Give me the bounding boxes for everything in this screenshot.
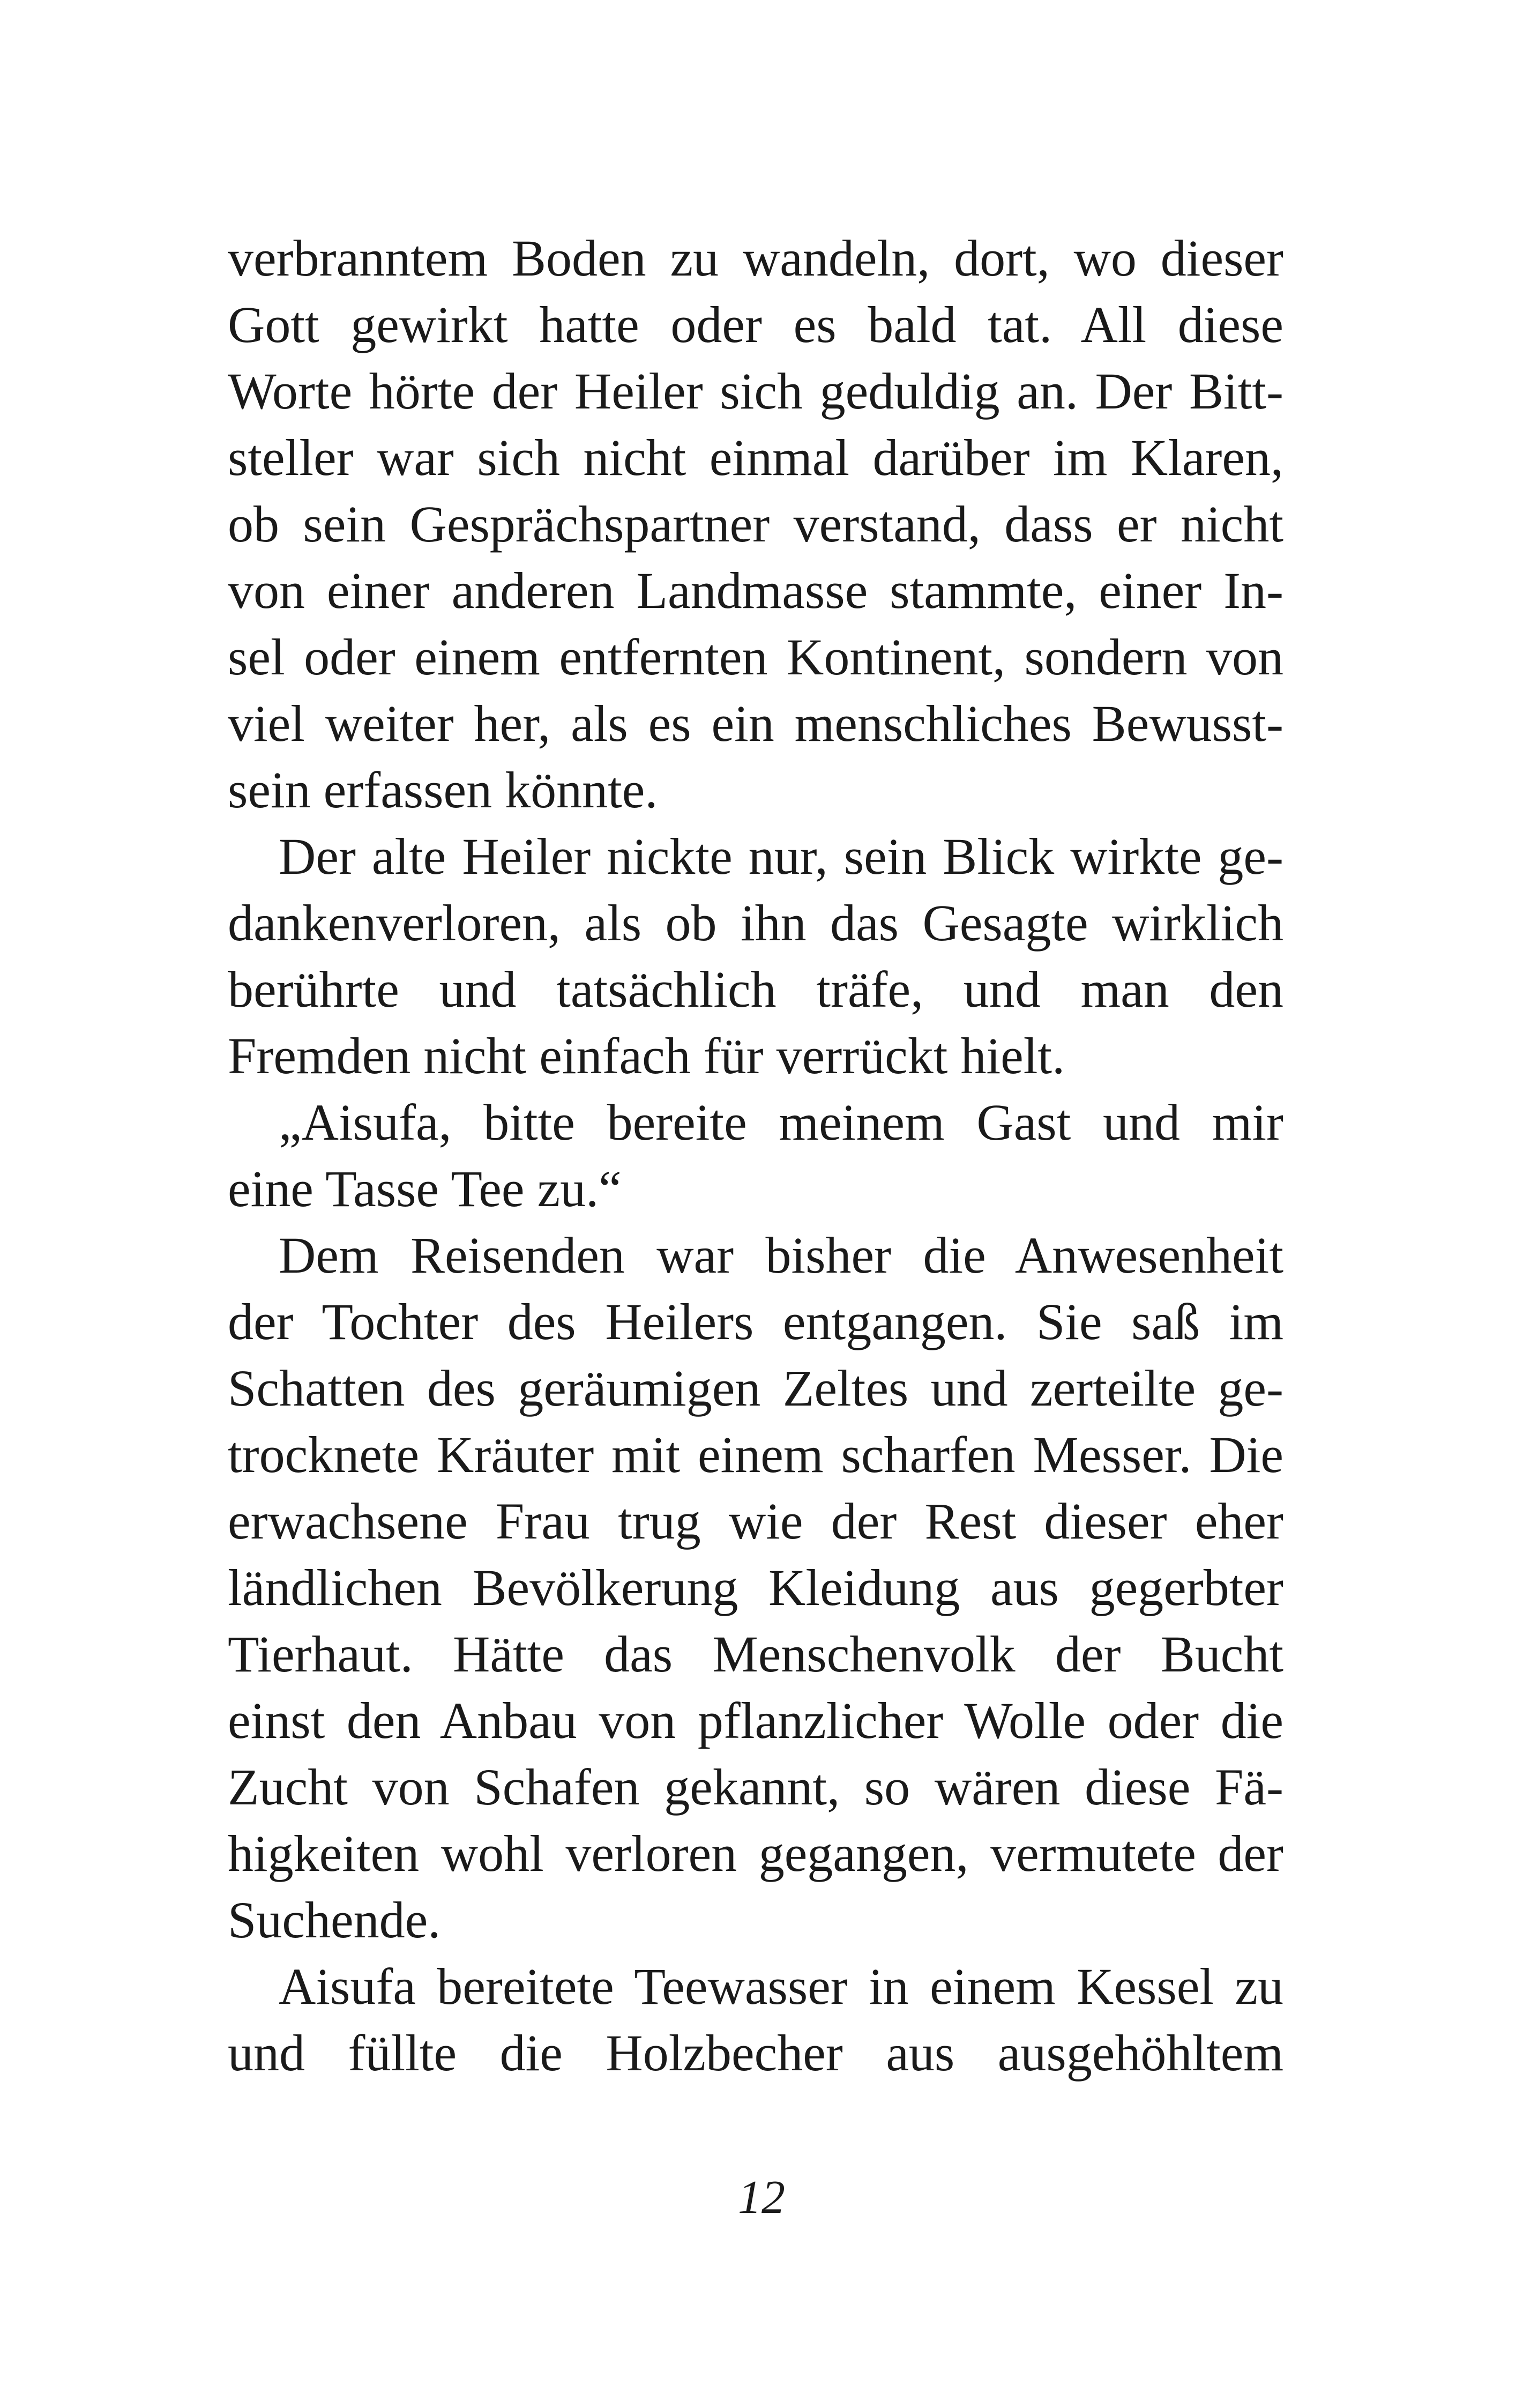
text-line: Tierhaut. Hätte das Menschenvolk der Bucht <box>228 1625 1283 1683</box>
text-line: sel oder einem entfernten Kontinent, sondern von <box>228 628 1283 686</box>
text-line: einst den Anbau von pflanzlicher Wolle oder die <box>228 1692 1283 1749</box>
text-line: Fremden nicht einfach für verrückt hielt. <box>228 1027 1065 1084</box>
text-line: ländlichen Bevölkerung Kleidung aus gegerbter <box>228 1559 1283 1616</box>
text-line: „Aisufa, bitte bereite meinem Gast und mir <box>279 1094 1283 1151</box>
text-line: higkeiten wohl verloren gegangen, vermutete der <box>228 1825 1283 1882</box>
text-line: Dem Reisenden war bisher die Anwesenheit <box>279 1227 1283 1284</box>
text-line: eine Tasse Tee zu.“ <box>228 1160 622 1217</box>
text-line: von einer anderen Landmasse stammte, einer In- <box>228 562 1283 619</box>
text-line: trocknete Kräuter mit einem scharfen Messer. Die <box>228 1426 1283 1483</box>
text-line: viel weiter her, als es ein menschliches Bewusst- <box>228 695 1283 752</box>
text-line: Schatten des geräumigen Zeltes und zerteilte ge- <box>228 1359 1283 1417</box>
text-line: Suchende. <box>228 1891 441 1949</box>
text-line: steller war sich nicht einmal darüber im Klaren, <box>228 429 1283 486</box>
text-line: Worte hörte der Heiler sich geduldig an. Der Bitt- <box>228 362 1283 420</box>
text-line: berührte und tatsächlich träfe, und man den <box>228 961 1283 1018</box>
text-line: und füllte die Holzbecher aus ausgehöhltem <box>228 2024 1283 2082</box>
text-line: verbranntem Boden zu wandeln, dort, wo dieser <box>228 229 1283 287</box>
page-number: 12 <box>738 2172 785 2224</box>
text-line: sein erfassen könnte. <box>228 761 658 819</box>
body-text <box>228 225 1283 2086</box>
text-line: dankenverloren, als ob ihn das Gesagte wirklich <box>228 894 1283 952</box>
text-line: Gott gewirkt hatte oder es bald tat. All diese <box>228 296 1283 353</box>
text-line: Zucht von Schafen gekannt, so wären diese Fä- <box>228 1758 1283 1816</box>
text-line: Aisufa bereitete Teewasser in einem Kessel zu <box>279 1958 1283 2015</box>
text-line: erwachsene Frau trug wie der Rest dieser eher <box>228 1492 1283 1550</box>
text-line: Der alte Heiler nickte nur, sein Blick wirkte ge- <box>279 828 1283 885</box>
text-line: der Tochter des Heilers entgangen. Sie saß im <box>228 1293 1283 1350</box>
text-line: ob sein Gesprächspartner verstand, dass er nicht <box>228 495 1283 553</box>
